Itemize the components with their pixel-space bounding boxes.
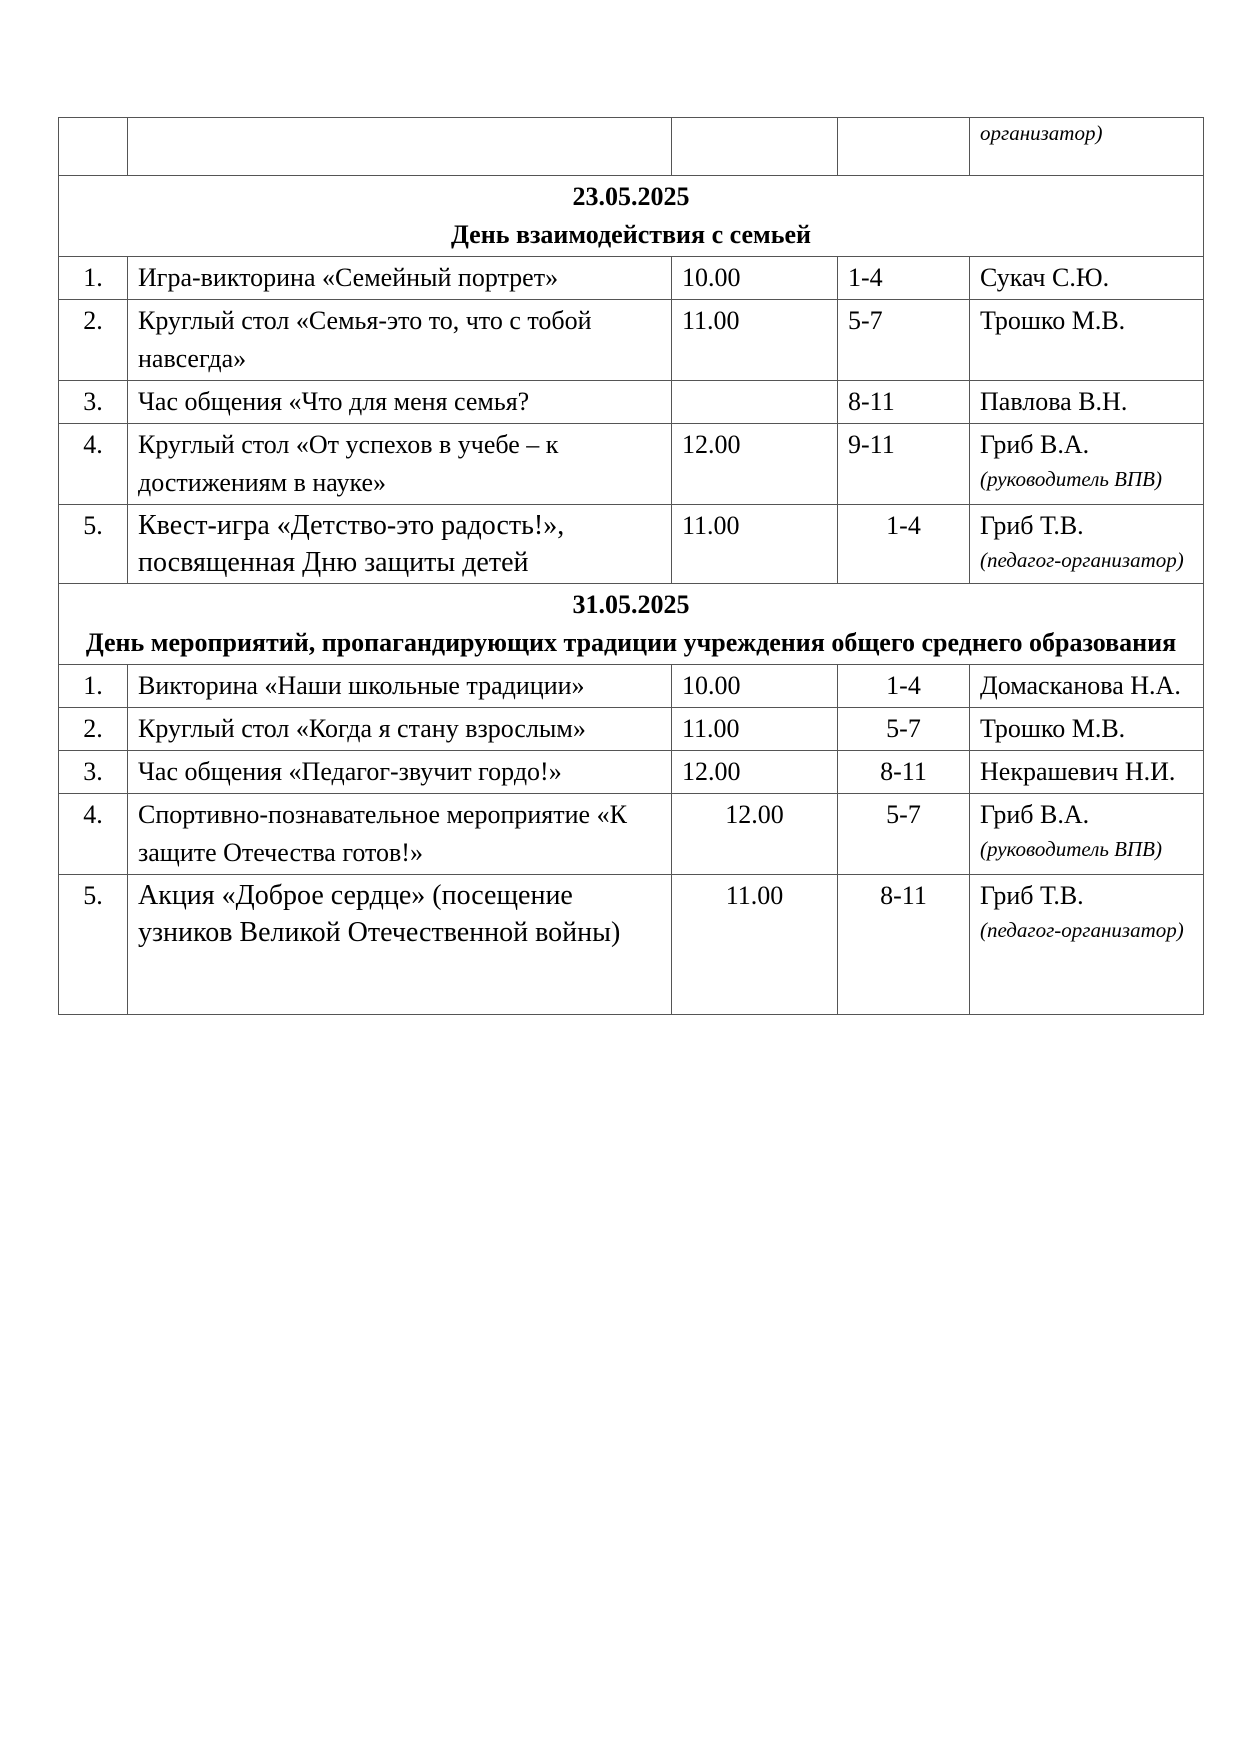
event-grades: 8-11 [838, 381, 970, 424]
event-name: Игра-викторина «Семейный портрет» [128, 257, 672, 300]
event-name: Круглый стол «Семья-это то, что с тобой навсегда» [128, 300, 672, 381]
responsible-person: Гриб В.А. [980, 800, 1090, 829]
event-grades: 5-7 [838, 708, 970, 751]
event-name: Круглый стол «От успехов в учебе – к достижениям в науке» [128, 424, 672, 505]
event-name: Час общения «Педагог-звучит гордо!» [128, 751, 672, 794]
event-time: 11.00 [672, 708, 838, 751]
section-date: 23.05.2025 [572, 182, 690, 211]
event-grades: 8-11 [838, 875, 970, 1015]
event-grades: 1-4 [838, 257, 970, 300]
table-row [59, 300, 1204, 381]
event-time: 11.00 [672, 300, 838, 381]
table-row [59, 257, 1204, 300]
event-name: Час общения «Что для меня семья? [128, 381, 672, 424]
responsible-role: организатор) [980, 121, 1103, 145]
responsible-person: Домасканова Н.А. [970, 665, 1204, 708]
section-title: День взаимодействия с семьей [450, 220, 812, 249]
event-time [672, 381, 838, 424]
responsible-person: Павлова В.Н. [970, 381, 1204, 424]
table-row [59, 424, 1204, 505]
responsible-cell [970, 875, 1204, 1015]
responsible-person: Трошко М.В. [970, 708, 1204, 751]
responsible-role: (руководитель ВПВ) [980, 467, 1162, 491]
event-time: 11.00 [672, 875, 838, 1015]
row-number: 1. [59, 257, 128, 300]
responsible-person: Гриб Т.В. [980, 881, 1084, 910]
responsible-role: (педагог-организатор) [980, 918, 1184, 942]
section-title: День мероприятий, пропагандирующих традиции учреждения общего среднего образования [85, 628, 1177, 657]
responsible-person: Гриб Т.В. [980, 511, 1084, 540]
row-number: 5. [59, 875, 128, 1015]
event-grades: 5-7 [838, 300, 970, 381]
event-name: Круглый стол «Когда я стану взрослым» [128, 708, 672, 751]
responsible-role: (педагог-организатор) [980, 548, 1184, 572]
responsible-cell [970, 794, 1204, 875]
event-time: 12.00 [672, 751, 838, 794]
row-number: 2. [59, 708, 128, 751]
event-name: Акция «Доброе сердце» (посещение узников Великой Отечественной войны) [128, 875, 672, 1015]
event-name: Викторина «Наши школьные традиции» [128, 665, 672, 708]
event-time: 10.00 [672, 665, 838, 708]
event-grades: 8-11 [838, 751, 970, 794]
row-number: 2. [59, 300, 128, 381]
event-grades: 5-7 [838, 794, 970, 875]
section-header-cell [59, 584, 1204, 665]
section-header [59, 584, 1204, 665]
responsible-person: Сукач С.Ю. [970, 257, 1204, 300]
event-grades: 1-4 [838, 505, 970, 584]
table-row [59, 875, 1204, 1015]
responsible-person: Трошко М.В. [970, 300, 1204, 381]
responsible-role: (руководитель ВПВ) [980, 837, 1162, 861]
event-time: 10.00 [672, 257, 838, 300]
row-number: 4. [59, 424, 128, 505]
time-cell [672, 118, 838, 176]
row-number: 3. [59, 751, 128, 794]
table-row [59, 381, 1204, 424]
section-header [59, 176, 1204, 257]
table-row [59, 505, 1204, 584]
table-row [59, 708, 1204, 751]
event-name: Спортивно-познавательное мероприятие «К защите Отечества готов!» [128, 794, 672, 875]
event-time: 11.00 [672, 505, 838, 584]
responsible-cell [970, 424, 1204, 505]
responsible-person: Некрашевич Н.И. [970, 751, 1204, 794]
row-number: 3. [59, 381, 128, 424]
table-row [59, 794, 1204, 875]
table-row [59, 118, 1204, 176]
responsible-cell [970, 118, 1204, 176]
event-grades: 1-4 [838, 665, 970, 708]
event-time: 12.00 [672, 794, 838, 875]
responsible-person: Гриб В.А. [980, 430, 1090, 459]
row-number: 1. [59, 665, 128, 708]
section-header-cell [59, 176, 1204, 257]
event-time: 12.00 [672, 424, 838, 505]
section-date: 31.05.2025 [572, 590, 690, 619]
table-row [59, 751, 1204, 794]
row-number-cell [59, 118, 128, 176]
grades-cell [838, 118, 970, 176]
table-row [59, 665, 1204, 708]
event-cell [128, 118, 672, 176]
row-number: 5. [59, 505, 128, 584]
event-grades: 9-11 [838, 424, 970, 505]
event-name: Квест-игра «Детство-это радость!», посвященная Дню защиты детей [128, 505, 672, 584]
row-number: 4. [59, 794, 128, 875]
events-table [58, 117, 1204, 1015]
responsible-cell [970, 505, 1204, 584]
